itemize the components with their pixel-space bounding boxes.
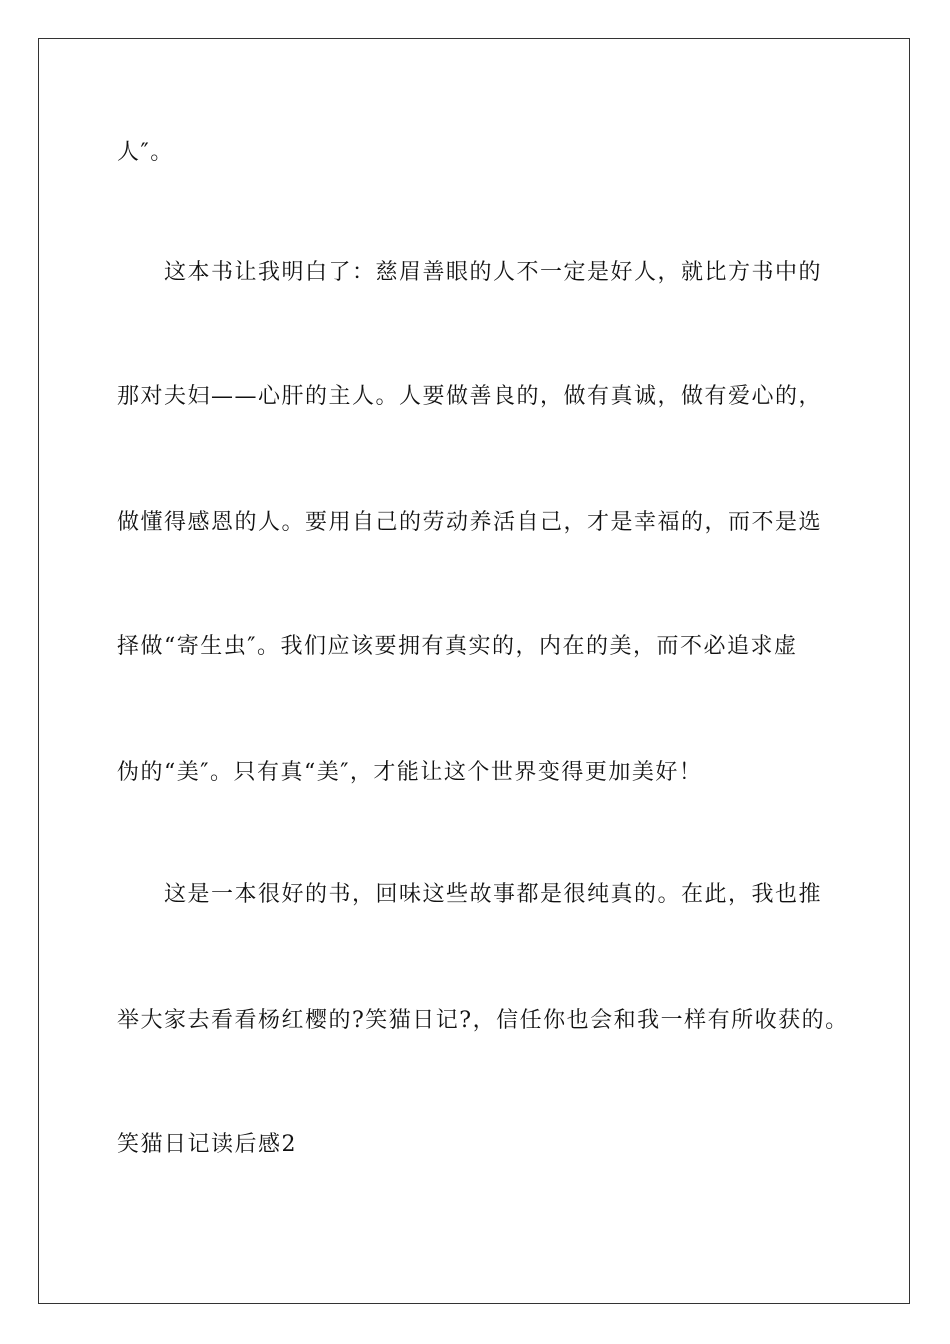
text-line: 人″。 — [117, 140, 174, 165]
text-line: 那对夫妇——心肝的主人。人要做善良的，做有真诚，做有爱心的， — [117, 384, 823, 409]
paragraph-start-line: 这本书让我明白了：慈眉善眼的人不一定是好人，就比方书中的 — [164, 260, 823, 285]
text-line: 举大家去看看杨红樱的?笑猫日记?，信任你也会和我一样有所收获的。 — [117, 1008, 849, 1033]
text-line: 择做“寄生虫″。我们应该要拥有真实的，内在的美，而不必追求虚 — [117, 634, 798, 659]
text-line: 做懂得感恩的人。要用自己的劳动养活自己，才是幸福的，而不是选 — [117, 510, 823, 535]
text-line: 伪的“美″。只有真“美″，才能让这个世界变得更加美好！ — [117, 760, 703, 785]
page-border — [38, 38, 910, 1304]
paragraph-start-line: 这是一本很好的书，回味这些故事都是很纯真的。在此，我也推 — [164, 882, 823, 907]
section-title: 笑猫日记读后感2 — [117, 1132, 297, 1157]
